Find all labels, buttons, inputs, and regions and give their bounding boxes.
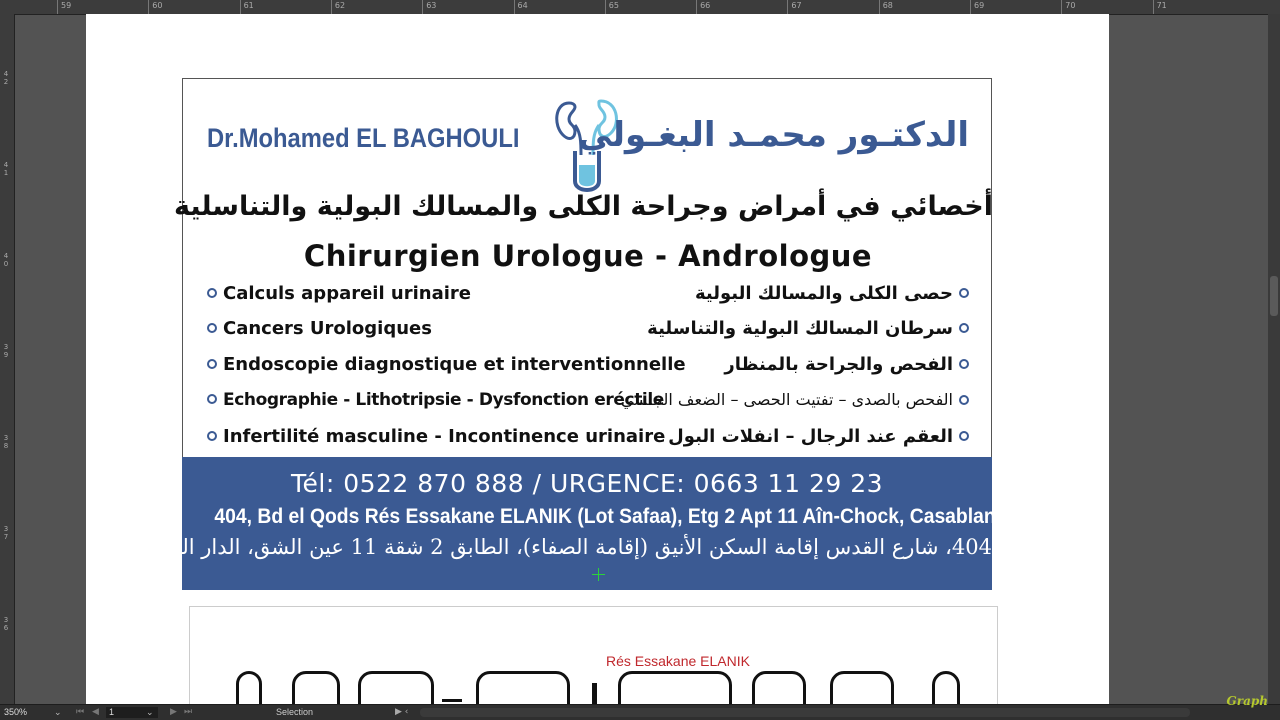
ruler-tick-label: 68: [882, 1, 893, 10]
service-ar: الفحص بالصدى – تفتيت الحصى – الضعف الجنسي: [620, 390, 953, 409]
ruler-tick-label: 3 6: [3, 616, 9, 632]
horizontal-ruler[interactable]: [0, 0, 1280, 15]
service-row: [207, 426, 969, 456]
contact-band: [135, 457, 1018, 590]
ruler-tick-label: 69: [974, 1, 985, 10]
ruler-tick-label: 61: [243, 1, 254, 10]
business-card[interactable]: [135, 78, 1018, 590]
ruler-tick: [514, 0, 528, 14]
vertical-scrollbar[interactable]: [1268, 14, 1280, 704]
bullet-icon: [207, 431, 217, 441]
map-card[interactable]: [189, 606, 998, 716]
ruler-tick: [879, 0, 893, 14]
service-fr: Endoscopie diagnostique et interventionnelle: [223, 354, 686, 375]
ruler-tick-label: 59: [61, 1, 72, 10]
first-page-icon[interactable]: ⏮: [76, 707, 85, 717]
ruler-tick-label: 71: [1156, 1, 1167, 10]
doctor-name: Dr.Mohamed EL BAGHOULI: [207, 123, 520, 153]
ruler-tick-label: 3 7: [3, 525, 9, 541]
bullet-icon: [207, 394, 217, 404]
ruler-tick: [696, 0, 711, 14]
bullet-icon: [959, 431, 969, 441]
specialty-french: Chirurgien Urologue - Andrologue: [303, 239, 873, 273]
ruler-tick-label: 64: [517, 1, 528, 10]
ruler-tick-label: 4 2: [3, 70, 9, 86]
ruler-tick: [1153, 0, 1167, 14]
service-row: [207, 354, 969, 384]
bullet-icon: [959, 288, 969, 298]
bullet-icon: [959, 359, 969, 369]
bullet-icon: [207, 288, 217, 298]
service-fr: Cancers Urologiques: [223, 318, 432, 339]
service-row: [207, 318, 969, 348]
ruler-tick-label: 60: [152, 1, 163, 10]
address-arabic: 404، شارع القدس إقامة السكن الأنيق (إقامة الصفاء)، الطابق 2 شقة 11 عين الشق، الدار البيضاء: [135, 535, 992, 559]
ruler-tick: [787, 0, 802, 14]
bullet-icon: [207, 323, 217, 333]
ruler-tick: [422, 0, 437, 14]
ruler-tick-label: 67: [791, 1, 802, 10]
phone-line: Tél: 0522 870 888 / URGENCE: 0663 11 29 23: [290, 469, 884, 498]
ruler-tick-label: 62: [334, 1, 346, 10]
service-ar: حصى الكلى والمسالك البولية: [694, 283, 953, 304]
chevron-down-icon[interactable]: ⌄: [146, 707, 154, 717]
ruler-tick: [970, 0, 985, 14]
last-page-icon[interactable]: ⏭: [184, 707, 193, 717]
service-row: [207, 390, 969, 420]
chevron-down-icon[interactable]: ⌄: [54, 707, 62, 717]
service-fr: Calculs appareil urinaire: [223, 283, 471, 304]
watermark-logo: Graph: [1226, 694, 1268, 708]
ruler-tick-label: 65: [608, 1, 619, 10]
previous-page-icon[interactable]: ◀: [92, 707, 99, 717]
horizontal-scrollbar[interactable]: [420, 708, 1190, 717]
ruler-tick-label: 3 9: [3, 343, 9, 359]
ruler-tick: [1061, 0, 1076, 14]
current-tool: Selection: [276, 707, 314, 717]
service-row: [207, 283, 969, 313]
ruler-tick-label: 3 8: [3, 434, 9, 450]
map-location-label: Rés Essakane ELANIK: [606, 653, 750, 669]
ruler-tick: [331, 0, 346, 14]
status-bar: [0, 704, 1280, 720]
service-ar: العقم عند الرجال – انفلات البول: [668, 426, 953, 447]
page-number-field[interactable]: [106, 707, 158, 718]
ruler-tick: [605, 0, 619, 14]
vertical-ruler[interactable]: [0, 14, 15, 704]
zoom-level[interactable]: [4, 707, 62, 718]
next-page-icon[interactable]: ▶: [170, 707, 177, 717]
service-fr: Infertilité masculine - Incontinence urinaire: [223, 426, 666, 447]
map-road-marker: [442, 699, 462, 702]
ruler-tick-label: 70: [1065, 1, 1076, 10]
bullet-icon: [207, 359, 217, 369]
play-icon[interactable]: ▶ ‹: [395, 707, 409, 717]
doctor-name-arabic: الدكتـور محمـد البغـولي: [577, 115, 969, 155]
ruler-tick: [240, 0, 254, 14]
scrollbar-thumb[interactable]: [1270, 276, 1278, 316]
bullet-icon: [959, 395, 969, 405]
ruler-tick: [57, 0, 72, 14]
service-ar: الفحص والجراحة بالمنظار: [724, 354, 953, 375]
ruler-tick-label: 66: [700, 1, 711, 10]
page-number: 1: [109, 707, 115, 717]
ruler-tick-label: 4 1: [3, 161, 9, 177]
specialty-arabic: أخصائي في أمراض وجراحة الكلى والمسالك البولية والتناسلية: [174, 191, 993, 222]
crosshair-cursor-icon: [592, 568, 605, 581]
address-french: 404, Bd el Qods Rés Essakane ELANIK (Lot Safaa), Etg 2 Apt 11 Aîn-Chock, Casablanca: [214, 505, 1018, 528]
ruler-tick-label: 4 0: [3, 252, 9, 268]
ruler-tick-label: 63: [426, 1, 437, 10]
bullet-icon: [959, 323, 969, 333]
ruler-tick: [148, 0, 163, 14]
service-fr: Echographie - Lithotripsie - Dysfonction eréctile: [223, 390, 664, 410]
service-ar: سرطان المسالك البولية والتناسلية: [647, 318, 953, 339]
zoom-value: 350%: [4, 707, 28, 717]
